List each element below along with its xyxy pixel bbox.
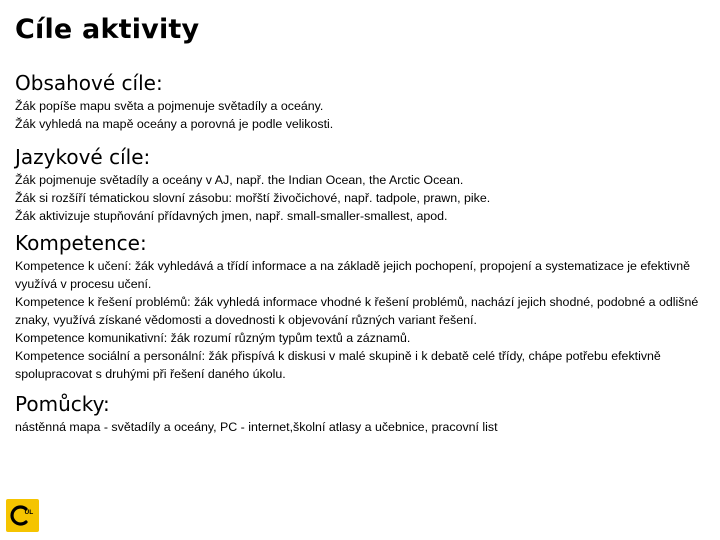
logo-mark <box>6 499 39 532</box>
aids-line: nástěnná mapa - světadíly a oceány, PC - internet,školní atlasy a učebnice, pracovní list <box>15 420 498 434</box>
section-heading: Kompetence: <box>15 231 147 255</box>
page-title: Cíle aktivity <box>15 14 200 45</box>
goal-line: Žák si rozšíří tématickou slovní zásobu: mořští živočichové, např. tadpole, prawn, pike. <box>15 191 491 205</box>
logo-text: UL <box>24 509 34 516</box>
competence-line: Kompetence sociální a personální: žák přispívá k diskusi v malé skupině i k debatě celé třídy, chápe potřebu efektivně spolupracovat s druhými při řešení daného úkolu. <box>15 349 661 381</box>
section-competences <box>15 231 705 383</box>
section-content-goals <box>15 71 705 133</box>
competence-line: Kompetence k řešení problémů: žák vyhledá informace vhodné k řešení problémů, nachází jejich shodné, podobné a odlišné znaky, využívá získané vědomosti a dovednosti k objevování různých variant řešení. <box>15 295 699 327</box>
competence-line: Kompetence k učení: žák vyhledává a třídí informace a na základě jejich pochopení, propojení a systematizace je efektivně využívá v procesu učení. <box>15 259 690 291</box>
goal-line: Žák popíše mapu světa a pojmenuje světadíly a oceány. <box>15 99 324 113</box>
section-heading: Obsahové cíle: <box>15 71 163 95</box>
section-language-goals <box>15 145 705 225</box>
university-logo-icon <box>6 499 39 532</box>
section-aids <box>15 392 705 436</box>
goal-line: Žák vyhledá na mapě oceány a porovná je podle velikosti. <box>15 117 334 131</box>
competence-line: Kompetence komunikativní: žák rozumí různým typům textů a záznamů. <box>15 331 411 345</box>
section-heading: Jazykové cíle: <box>15 145 151 169</box>
goal-line: Žák aktivizuje stupňování přídavných jmen, např. small-smaller-smallest, apod. <box>15 209 448 223</box>
goal-line: Žák pojmenuje světadíly a oceány v AJ, např. the Indian Ocean, the Arctic Ocean. <box>15 173 464 187</box>
section-heading: Pomůcky: <box>15 392 110 416</box>
